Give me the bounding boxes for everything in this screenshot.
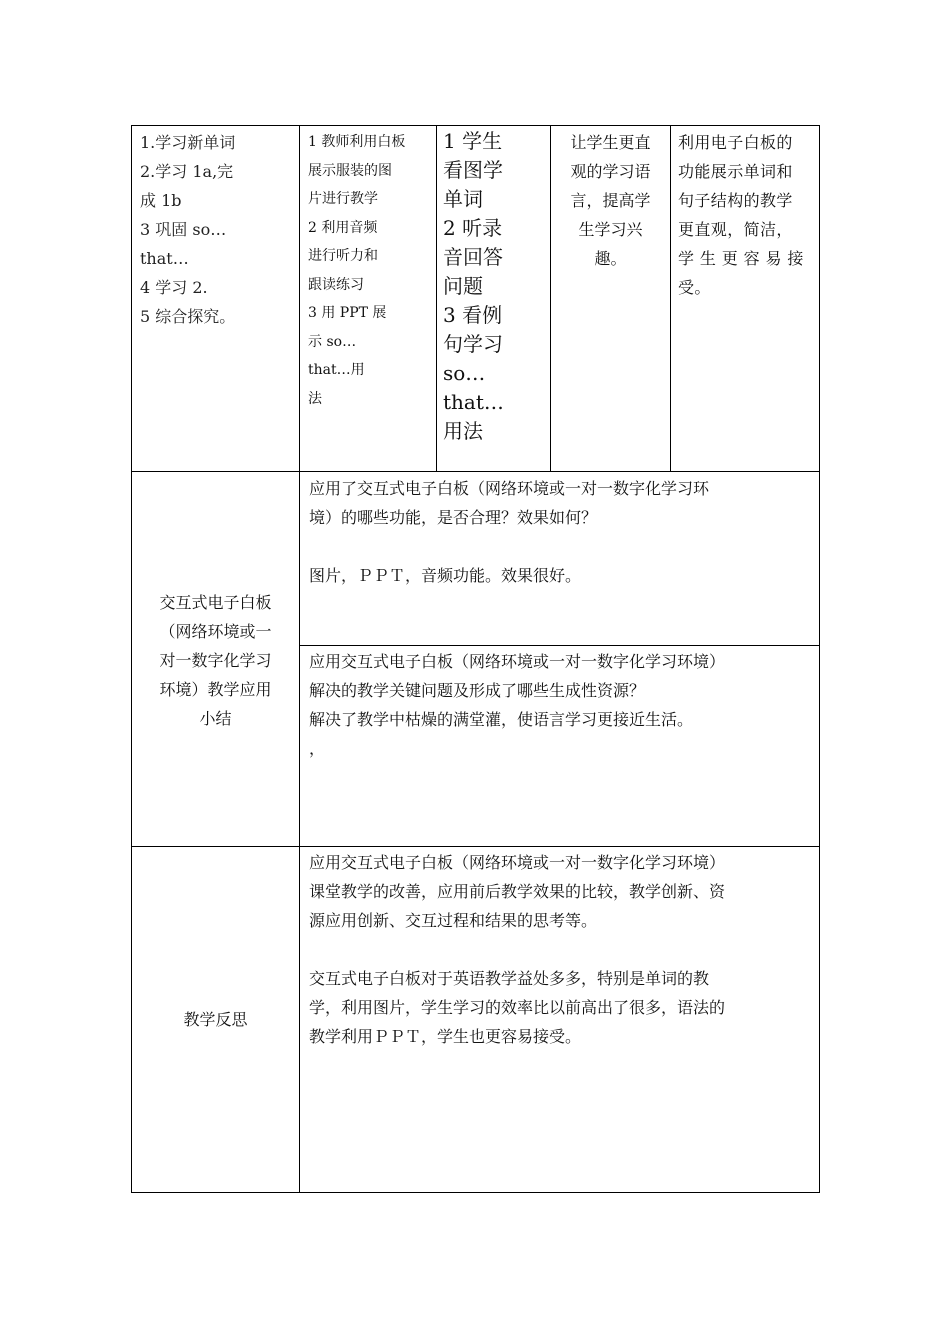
col-divider	[436, 125, 437, 472]
summary-functions-line: 境）的哪些功能，是否合理？效果如何？	[309, 508, 598, 527]
summary-problems-block	[309, 647, 817, 763]
row-divider	[131, 846, 820, 847]
teacher-activity-line: 进行听力和	[308, 248, 378, 264]
reflection-line: 源应用创新、交互过程和结果的思考等。	[309, 911, 598, 930]
design-intent-line: 生学习兴	[578, 220, 643, 239]
teacher-activity-line: 法	[308, 390, 322, 407]
lesson-steps-cell	[140, 128, 296, 331]
design-intent-line: 言，提高学	[570, 191, 651, 210]
student-activity-line: so…	[443, 361, 486, 385]
summary-problems-line: 应用交互式电子白板（网络环境或一对一数字化学习环境）	[309, 652, 726, 671]
student-activities-cell	[443, 127, 547, 446]
step-line: 3 巩固 so…	[140, 220, 227, 239]
col-divider	[299, 471, 300, 1193]
student-activity-line: 3 看例	[443, 303, 503, 327]
summary-label-line: 小结	[199, 709, 232, 728]
summary-label-line: （网络环境或一	[159, 622, 272, 641]
reflection-line: 学，利用图片，学生学习的效率比以前高出了很多，语法的	[309, 998, 726, 1017]
whiteboard-use-line: 利用电子白板的	[678, 133, 793, 152]
step-line: 4 学习 2.	[140, 278, 208, 297]
summary-problems-line: ，	[309, 739, 326, 758]
whiteboard-use-cell	[678, 128, 816, 302]
student-activity-line: 单词	[443, 187, 483, 211]
summary-label-line: 环境）教学应用	[159, 680, 272, 699]
summary-label-line: 交互式电子白板	[159, 593, 272, 612]
reflection-line: 应用交互式电子白板（网络环境或一对一数字化学习环境）	[309, 853, 726, 872]
col-divider	[670, 125, 671, 472]
reflection-label: 教学反思	[183, 1010, 248, 1029]
design-intent-line: 让学生更直	[570, 133, 651, 152]
summary-functions-block	[309, 474, 817, 590]
col-divider	[299, 125, 300, 472]
teacher-activity-line: 1 教师利用白板	[308, 134, 406, 150]
teacher-activity-line: 跟读练习	[308, 276, 364, 293]
student-activity-line: 2 听录	[443, 216, 503, 240]
teacher-activity-line: 展示服装的图	[308, 162, 392, 179]
teacher-activity-line: 3 用 PPT 展	[308, 305, 387, 321]
teacher-activities-cell	[308, 128, 434, 413]
design-intent-line: 趣。	[594, 249, 627, 268]
summary-label-line: 对一数字化学习	[159, 651, 272, 670]
design-intent-line: 观的学习语	[570, 162, 651, 181]
student-activity-line: 问题	[443, 274, 483, 298]
design-intent-cell	[551, 128, 670, 273]
summary-functions-line: 图片，ＰＰＴ，音频功能。效果很好。	[309, 566, 582, 585]
step-line: that…	[140, 249, 189, 268]
whiteboard-use-line: 功能展示单词和	[678, 162, 793, 181]
whiteboard-use-line: 受。	[678, 278, 711, 297]
student-activity-line: 用法	[443, 419, 483, 443]
summary-problems-line: 解决的教学关键问题及形成了哪些生成性资源？	[309, 681, 646, 700]
whiteboard-use-line: 学 生 更 容 易 接	[678, 249, 804, 268]
whiteboard-use-line: 更直观，简洁，	[678, 220, 793, 239]
student-activity-line: 1 学生	[443, 129, 503, 153]
teacher-activity-line: 示 so…	[308, 333, 357, 350]
row-divider	[299, 645, 820, 646]
teacher-activity-line: 片进行教学	[308, 191, 378, 207]
reflection-line: 教学利用ＰＰＴ，学生也更容易接受。	[309, 1027, 582, 1046]
reflection-line: 课堂教学的改善，应用前后教学效果的比较，教学创新、资	[309, 882, 726, 901]
step-line: 1.学习新单词	[140, 133, 236, 152]
student-activity-line: 看图学	[443, 158, 503, 182]
step-line: 5 综合探究。	[140, 307, 236, 326]
teacher-activity-line: 2 利用音频	[308, 219, 378, 236]
summary-functions-line	[309, 532, 817, 561]
step-line: 成 1b	[140, 191, 182, 210]
teacher-activity-line: that…用	[308, 362, 365, 378]
row-divider	[131, 471, 820, 472]
reflection-line: 交互式电子白板对于英语教学益处多多，特别是单词的教	[309, 969, 710, 988]
whiteboard-use-line: 句子结构的教学	[678, 191, 793, 210]
summary-label	[132, 588, 299, 733]
student-activity-line: that…	[443, 390, 504, 414]
reflection-content	[309, 848, 817, 1051]
summary-functions-line: 应用了交互式电子白板（网络环境或一对一数字化学习环	[309, 479, 710, 498]
step-line: 2.学习 1a,完	[140, 162, 234, 181]
student-activity-line: 句学习	[443, 332, 503, 356]
student-activity-line: 音回答	[443, 245, 503, 269]
reflection-line	[309, 935, 817, 964]
summary-problems-line: 解决了教学中枯燥的满堂灌，使语言学习更接近生活。	[309, 710, 694, 729]
